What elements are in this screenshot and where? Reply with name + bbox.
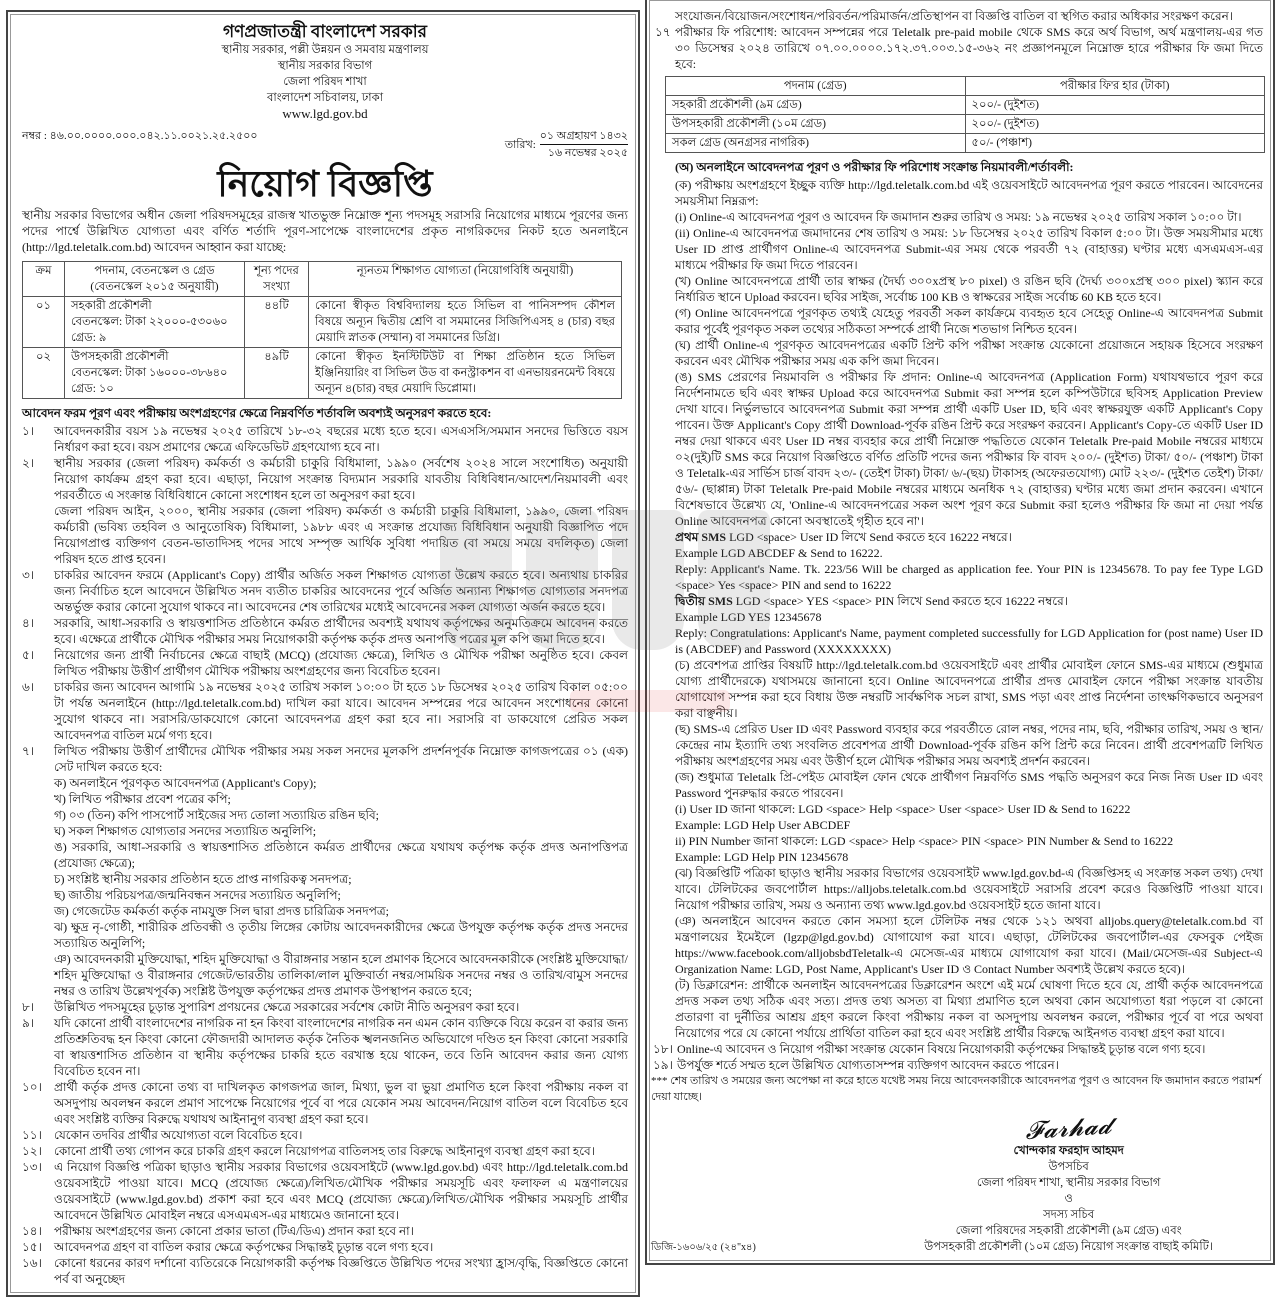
online-rules-heading: (অ) অনলাইনে আবেদনপত্র পূরণ ও পরীক্ষার ফি পরিশোধ সংক্রান্ত নিয়মাবলী/শর্তাবলী: xyxy=(675,160,1074,174)
item-body xyxy=(54,455,628,567)
signatory-and: ও xyxy=(1064,1193,1073,1205)
website-link[interactable]: www.lgd.gov.bd xyxy=(282,106,368,121)
item-number: ১৮। xyxy=(653,1042,673,1056)
rule-paragraph xyxy=(675,913,1263,977)
condition-item xyxy=(22,743,628,999)
job-post-cell xyxy=(65,348,245,399)
condition-item xyxy=(22,615,628,647)
condition-item xyxy=(653,1041,1263,1057)
rule-paragraph xyxy=(675,865,1263,913)
document-requirement: খ) লিখিত পরীক্ষার প্রবেশ পত্রের কপি; xyxy=(54,792,231,806)
item-body xyxy=(54,1079,628,1127)
job-scale: বেতনস্কেল: টাকা ১৬০০০-৩৮৬৪০ xyxy=(71,367,228,379)
item-text: এ নিয়োগ বিজ্ঞপ্তি পত্রিকা ছাড়াও স্থানীয় সরকার বিভাগের ওয়েবসাইটে (www.lgd.gov.bd) এবং http://lgd.teletalk.com.bd ওয়েবসাইটে পাওয়া যাবে। MCQ (প্রযোজ্য ক্ষেত্রে)/লিখিত/মৌখিক পরীক্ষার সময়সূচি এবং ফলাফল এ মন্ত্রণালয়ের ওয়েবসাইটে (www.lgd.gov.bd) প্রকাশ করা হবে এবং MCQ (প্রযোজ্য ক্ষেত্রে)/লিখিত/মৌখিক পরীক্ষার সময়সূচি প্রার্থীর আবেদনে উল্লিখিত মোবাইল নম্বরে এসএমএস-এর মাধ্যমেও জানানো হবে। xyxy=(54,1160,628,1222)
item-number: ১৬। xyxy=(22,1256,42,1270)
rule-paragraph xyxy=(675,721,1263,769)
conditions-heading: আবেদন ফরম পূরণ এবং পরীক্ষায় অংশগ্রহণের ক্ষেত্রে নিম্নবর্ণিত শর্তাবলি অবশ্যই অনুসরণ করতে হবে: xyxy=(22,406,492,420)
item-body xyxy=(54,647,628,679)
branch-name: জেলা পরিষদ শাখা xyxy=(283,76,367,88)
fee-amount: ২০০/- (দুইশত) xyxy=(965,96,1265,115)
job-row xyxy=(23,297,622,348)
item-text: পরীক্ষায় অংশগ্রহণের জন্য কোনো প্রকার ভাতা (টিএ/ডিএ) প্রদান করা হবে না। xyxy=(54,1224,414,1238)
item-number: ১১। xyxy=(22,1128,42,1142)
left-column xyxy=(6,10,640,1297)
job-grade: গ্রেড: ১০ xyxy=(71,383,114,395)
rule-paragraph xyxy=(675,209,1263,225)
job-post: সহকারী প্রকৌশলী xyxy=(71,300,152,312)
item-text: প্রার্থী কর্তৃক প্রদত্ত কোনো তথ্য বা দাখিলকৃত কাগজপত্র জাল, মিথ্যা, ভুল বা ভুয়া প্রমাণিত হলে কিংবা পরীক্ষায় নকল বা অসদুপায় অবলম্বন করলে প্রমাণ সাপেক্ষে নিয়োগের পূর্বে বা পরে যেকোন সময় আবেদন/নিয়োগ বাতিল বলে বিবেচিত হবে এবং সংশ্লিষ্ট ব্যক্তির বিরুদ্ধে যথাযথ আইনানুগ ব্যবস্থা গ্রহণ করা হবে। xyxy=(54,1080,628,1126)
item-body xyxy=(54,615,628,647)
document-requirement: ঝ) ক্ষুদ্র নৃ-গোষ্ঠী, শারীরিক প্রতিবন্ধী ও তৃতীয় লিঙ্গের কোটায় আবেদনকারীদের ক্ষেত্রে উপযুক্ত কর্তৃপক্ষ কর্তৃক প্রদত্ত সনদের সত্যায়িত অনুলিপি; xyxy=(54,920,628,950)
fee-amount: ২০০/- (দুইশত) xyxy=(965,115,1265,134)
rule-paragraph xyxy=(675,769,1263,801)
continuation-text: সংযোজন/বিয়োজন/সংশোধন/পরিবর্তন/পরিমার্জন/প্রতিস্থাপন বা বিজ্ঞপ্তি বাতিল বা স্থগিত করার অধিকার সংরক্ষণ করেন। xyxy=(675,9,1234,23)
jobs-table xyxy=(22,261,622,399)
fee-post: সকল গ্রেড (অনগ্রসর নাগরিক) xyxy=(666,134,966,153)
rule-paragraph xyxy=(675,817,1263,833)
item-body xyxy=(54,1015,628,1079)
date-gregorian: ১৬ নভেম্বর ২০২৫ xyxy=(547,147,628,159)
job-row xyxy=(23,348,622,399)
document-requirement: ছ) জাতীয় পরিচয়পত্র/জন্মনিবন্ধন সনদের সত্যায়িত অনুলিপি; xyxy=(54,888,341,902)
rule-text: ii) PIN Number জানা থাকলে: LGD <space> Help <space> PIN <space> PIN Number & Send to 16222 xyxy=(675,834,1174,848)
item-number: ১৭ xyxy=(655,25,671,39)
intro-text: স্থানীয় সরকার বিভাগের অধীন জেলা পরিষদসমূহের রাজস্ব খাতভুক্ত নিম্নোক্ত শূন্য পদসমূহ সরাসরি নিয়োগের মাধ্যমে পূরণের জন্য পদের পার্শ্বে উল্লিখিত যোগ্যতা এবং বর্ণিত শর্তাদি পূরণ-সাপেক্ষে বাংলাদেশের প্রকৃত নাগরিকদের নিকট হতে অনলাইনে (http://lgd.teletalk.com.bd) আবেদন আহ্বান করা যাচ্ছে: xyxy=(22,208,628,254)
rule-text: (ঘ) প্রার্থী Online-এ পূরণকৃত আবেদনপত্রের একটি প্রিন্ট কপি পরীক্ষা সংক্রান্ত যেকোনো প্রয়োজনে সহায়ক হিসেবে সংরক্ষণ করবেন এবং মৌখিক পরীক্ষার সময় এক কপি জমা দিবেন। xyxy=(675,338,1263,368)
item-number: ১৫। xyxy=(22,1240,42,1254)
condition-item xyxy=(22,679,628,743)
condition-item-17 xyxy=(655,24,1263,72)
sms-step-label: প্রথম SMS xyxy=(675,530,727,544)
item-number: ১৩। xyxy=(22,1160,42,1174)
item-body xyxy=(54,1143,628,1159)
fee-row xyxy=(666,96,1265,115)
advertisement-code: ডিজি-১৬০৬/২৫ (২৪"x৪) xyxy=(651,1242,756,1253)
condition-item xyxy=(22,1015,628,1079)
item-text: উপর্যুক্ত শর্তে সম্মত হলে উল্লিখিত যোগ্যতাসম্পন্ন ব্যক্তিগণ আবেদন করতে পারেন। xyxy=(677,1058,1059,1072)
item-number: ৭। xyxy=(22,744,35,758)
rule-paragraph xyxy=(675,369,1263,529)
item-number: ৩। xyxy=(22,568,35,582)
rule-text: Example LGD ABCDEF & Send to 16222. xyxy=(675,546,883,560)
rule-paragraph xyxy=(675,305,1263,337)
date-block xyxy=(505,128,628,161)
rule-paragraph xyxy=(675,561,1263,593)
fee-row xyxy=(666,134,1265,153)
item-number: ৪। xyxy=(22,616,35,630)
item-text: উল্লিখিত পদসমূহের চূড়ান্ত সুপারিশ প্রণয়নের ক্ষেত্রে সরকারের সর্বশেষ কোটা নীতি অনুসরণ করা হবে। xyxy=(54,1000,520,1014)
job-scale: বেতনস্কেল: টাকা ২২০০০-৫৩০৬০ xyxy=(71,316,228,328)
item-number: ১। xyxy=(22,424,35,438)
col-count: শূন্য পদের সংখ্যা xyxy=(245,262,309,297)
rule-text: (জ) শুধুমাত্র Teletalk প্রি-পেইড মোবাইল ফোন থেকে প্রার্থীগণ নিম্নবর্ণিত SMS পদ্ধতি অনুসরণ করে নিজ নিজ User ID এবং Password পুনরুদ্ধার করতে পারবেন। xyxy=(675,770,1263,800)
item-text: কোনো প্রার্থী তথ্য গোপন করে চাকরি গ্রহণ করলে নিয়োগপত্র বাতিলসহ তার বিরুদ্ধে আইনানুগ ব্যবস্থা গ্রহণ করা হবে। xyxy=(54,1144,596,1158)
date-label: তারিখ: xyxy=(504,138,536,151)
rule-text: Example LGD YES 12345678 xyxy=(675,610,822,624)
document-requirement: ঘ) সকল শিক্ষাগত যোগ্যতার সনদের সত্যায়িত অনুলিপি; xyxy=(54,824,317,838)
job-vacancy-count: ৪৪টি xyxy=(245,297,309,348)
condition-item xyxy=(22,423,628,455)
item-number: ৬। xyxy=(22,680,35,694)
document-requirement: চ) সংশ্লিষ্ট স্থানীয় সরকার প্রতিষ্ঠান হতে প্রাপ্ত নাগরিকত্ব সনদপত্র; xyxy=(54,872,352,886)
rule-paragraph xyxy=(675,337,1263,369)
rule-paragraph xyxy=(675,833,1263,849)
document-requirement: গ) ০৩ (তিন) কপি পাসপোর্ট সাইজের সদ্য তোলা সত্যায়িত রঙিন ছবি; xyxy=(54,808,379,822)
rule-text: (ঝ) বিজ্ঞপ্তিটি পত্রিকা ছাড়াও স্থানীয় সরকার বিভাগের ওয়েবসাইট www.lgd.gov.bd-এ (বিজ্ঞপ্তিসহ এ সংক্রান্ত সকল তথ্য) দেখা যাবে। টেলিটকের জবপোর্টাল https://alljobs.teletalk.com.bd ওয়েবসাইটে সরাসরি প্রবেশ করেও বিজ্ঞপ্তিটি পাওয়া যাবে। নিয়োগ পরীক্ষার তারিখ, সময় ও অন্যান্য তথ্য www.lgd.gov.bd ওয়েবসাইট হতে জানা যাবে। xyxy=(675,866,1263,912)
item-body xyxy=(54,1159,628,1223)
item-body xyxy=(54,1255,628,1287)
final-items xyxy=(653,1041,1263,1073)
rule-text: Example: LGD Help User ABCDEF xyxy=(675,818,851,832)
condition-item xyxy=(22,1143,628,1159)
item-text: আবেদনপত্র গ্রহণ বা বাতিল করার ক্ষেত্রে কর্তৃপক্ষের সিদ্ধান্তই চূড়ান্ত বলে গণ্য হবে। xyxy=(54,1240,434,1254)
memo-number: নম্বর : ৪৬.০০.০০০০.০০০.০৪২.১১.০০২১.২৫.২৫০০ xyxy=(22,130,258,142)
item-number: ১৪। xyxy=(22,1224,42,1238)
job-serial: ০২ xyxy=(23,348,65,399)
rule-text: Reply: Congratulations: Applicant's Name, payment completed successfully for LGD Application for (post name) User ID is (ABCDEF) and Password (XXXXXXXX) xyxy=(675,626,1263,656)
rule-paragraph xyxy=(675,657,1263,721)
rule-paragraph xyxy=(675,177,1263,209)
item-text: সরকারি, আধা-সরকারি ও স্বায়ত্তশাসিত প্রতিষ্ঠানে কর্মরত প্রার্থীদের অবশ্যই যথাযথ কর্তৃপক্ষের অনুমতিক্রমে আবেদন করতে হবে। এক্ষেত্রে প্রার্থীকে মৌখিক পরীক্ষার সময় নিয়োগকারী কর্তৃপক্ষ কর্তৃক প্রদত্ত অনাপত্তি পত্রের মূল কপি জমা দিতে হবে। xyxy=(54,616,628,646)
item-text: পরীক্ষার ফি পরিশোধ: আবেদন সম্পন্নের পরে Teletalk pre-paid mobile থেকে SMS করে অর্থ বিভাগ, অর্থ মন্ত্রণালয়-এর গত ৩০ ডিসেম্বর ২০২৪ তারিখে ০৭.০০.০০০০.১৭২.৩৭.০০৩.১৫-৩৬২ নং প্রজ্ঞাপনমূলে নিম্নোক্ত হারে পরীক্ষার ফি জমা দিতে হবে: xyxy=(675,25,1263,71)
job-grade: গ্রেড: ৯ xyxy=(71,332,107,344)
rule-text: (ঞ) অনলাইনে আবেদন করতে কোন সমস্যা হলে টেলিটক নম্বর থেকে ১২১ অথবা alljobs.query@teletalk.com.bd বা মন্ত্রণালয়ের ইমেইলে (lgzp@lgd.gov.bd) যোগাযোগ করা যাবে। এছাড়া, টেলিটকের জবপোর্টাল-এর ফেসবুক পেইজ https://www.facebook.com/alljobsbdTeletalk-এ মেসেজ-এর মাধ্যমে যোগাযোগ করা যাবে। (Mail/মেসেজ-এর Subject-এ Organization Name: LGD, Post Name, Applicant's User ID ও Contact Number অবশ্যই উল্লেখ করতে হবে)। xyxy=(675,914,1263,976)
col-fee: পরীক্ষার ফি'র হার (টাকা) xyxy=(965,77,1265,96)
item-text: চাকরির আবেদন ফরমে (Applicant's Copy) প্রার্থীর অর্জিত সকল শিক্ষাগত যোগ্যতা উল্লেখ করতে হবে। অন্যথায় চাকরির জন্য নির্বাচিত হলে আবেদনে উল্লিখিত সনদ ব্যতীত চাকরির আবেদনের পূর্বে অর্জিত অন্যান্য শিক্ষাগত যোগ্যতার সনদপত্র অন্তর্ভুক্ত করার কোনো সুযোগ থাকবে না। আবেদনের শেষ তারিখের মধ্যেই আবেদনের সকল যোগ্যতা অর্জন করতে হবে। xyxy=(54,568,628,614)
job-post: উপসহকারী প্রকৌশলী xyxy=(71,351,169,363)
office-address: বাংলাদেশ সচিবালয়, ঢাকা xyxy=(266,92,384,104)
condition-item xyxy=(22,1255,628,1287)
rule-paragraph xyxy=(675,225,1263,273)
item-body xyxy=(54,1223,628,1239)
condition-item xyxy=(22,1079,628,1127)
condition-item xyxy=(22,1127,628,1143)
item-body xyxy=(54,679,628,743)
rule-text: (i) User ID জানা থাকলে: LGD <space> Help <space> User <space> User ID & Send to 16222 xyxy=(675,802,1131,816)
rule-text: LGD <space> User ID লিখে Send করতে হবে 16222 নম্বরে। xyxy=(726,530,1012,544)
item-extra-text: জেলা পরিষদ আইন, ২০০০, স্থানীয় সরকার (জেলা পরিষদ) কর্মকর্তা ও কর্মচারী চাকুরি বিধিমালা, ১৯৯০, জেলা পরিষদ কর্মচারী (ভবিষ্য তহবিল ও আনুতোষিক) বিধিমালা, ১৯৮৮ এবং এ সংক্রান্ত প্রযোজ্য বিধিবিধান অনুযায়ী বিজ্ঞাপিত পদে নিয়োগপ্রাপ্ত ব্যক্তিগণ বেতন-ভাতাদিসহ পদের সাথে সম্পৃক্ত আর্থিক সুবিধা পদায়িত (বা সময়ে সময়ে বদলিকৃত) জেলা পরিষদ হতে প্রাপ্ত হবেন। xyxy=(54,504,628,566)
fee-row xyxy=(666,115,1265,134)
condition-item xyxy=(653,1057,1263,1073)
rule-text: (ii) Online-এ আবেদনপত্র জমাদানের শেষ তারিখ ও সময়: ১৮ ডিসেম্বর ২০২৫ তারিখ বিকাল ৫:০০ টা। উক্ত সময়সীমার মধ্যে User ID প্রাপ্ত প্রার্থীগণ Online-এ আবেদনপত্র Submit-এর সময় থেকে পরবর্তী ৭২ (বাহাত্তর) ঘণ্টার মধ্যে এসএমএস-এর মাধ্যমে পরীক্ষার ফি জমা দিতে পারবেন। xyxy=(675,226,1263,272)
col-post: পদনাম, বেতনস্কেল ও গ্রেড (বেতনস্কেল ২০১৫ অনুযায়ী) xyxy=(65,262,245,297)
rule-text: LGD <space> YES <space> PIN লিখে Send করতে হবে 16222 নম্বরে। xyxy=(732,594,1068,608)
job-post-cell xyxy=(65,297,245,348)
item-body xyxy=(54,1239,628,1255)
rule-text: (ঙ) SMS প্রেরণের নিয়মাবলি ও পরীক্ষার ফি প্রদান: Online-এ আবেদনপত্র (Application Form) যথাযথভাবে পূরণ করে নির্দেশনামতে ছবি এবং স্বাক্ষর Upload করে আবেদনপত্র Submit করা সম্পন্ন হলে কম্পিউটারে ছবিসহ Application Preview দেখা যাবে। নির্ভুলভাবে আবেদনপত্র Submit করা সম্পন্ন প্রার্থী একটি User ID, ছবি এবং স্বাক্ষরযুক্ত একটি Applicant's Copy পাবেন। উক্ত Applicant's Copy প্রার্থী Download-পূর্বক রঙিন প্রিন্ট করে সংরক্ষণ করবেন। Applicant's Copy-তে একটি User ID নম্বর দেয়া থাকবে এবং User ID নম্বর ব্যবহার করে প্রার্থী নিম্নোক্ত পদ্ধতিতে যেকোন Teletalk Pre-paid Mobile নম্বরের মাধ্যমে ০২(দুই)টি SMS করে নিয়োগ বিজ্ঞপ্তিতে বর্ণিত প্রতিটি পদের জন্য পরীক্ষার ফি বাবদ ২০০/- (দুইশত) টাকা/ ৫০/- (পঞ্চাশ) টাকা ও Teletalk-এর সার্ভিস চার্জ বাবদ ২৩/- (তেইশ টাকা) টাকা/ ৬/-(ছয়) টাকাসহ (অফেরতযোগ্য) মোট ২২৩/- (দুইশত তেইশ) টাকা/ ৫৬/- (ছাপ্পান্ন) টাকা Teletalk Pre-paid Mobile নম্বরের মাধ্যমে অনধিক ৭২ (বাহাত্তর) ঘণ্টার মধ্যে জমা প্রদান করবেন। এখানে বিশেষভাবে উল্লেখ্য যে, 'Online-এ আবেদনপত্রের সকল অংশ পূরণ করে Submit করা হলেও পরীক্ষার ফি জমা না দেয়া পর্যন্ত Online আবেদনপত্র কোনো অবস্থাতেই গৃহীত হবে না'। xyxy=(675,370,1263,528)
col-qualification: ন্যূনতম শিক্ষাগত যোগ্যতা (নিয়োগবিধি অনুযায়ী) xyxy=(309,262,622,297)
job-vacancy-count: ৪৯টি xyxy=(245,348,309,399)
fee-amount: ৫০/- (পঞ্চাশ) xyxy=(965,134,1265,153)
item-body xyxy=(54,1127,628,1143)
memo-row xyxy=(22,128,628,161)
item-number: ২। xyxy=(22,456,35,470)
rule-text: (i) Online-এ আবেদনপত্র পূরণ ও আবেদন ফি জমাদান শুরুর তারিখ ও সময়: ১৯ নভেম্বর ২০২৫ তারিখ সকাল ১০:০০ টা। xyxy=(675,210,1242,224)
rule-text: (চ) প্রবেশপত্র প্রাপ্তির বিষয়টি http://lgd.teletalk.com.bd ওয়েবসাইটে এবং প্রার্থীর মোবাইল ফোনে SMS-এর মাধ্যমে (শুধুমাত্র যোগ্য প্রার্থীদেরকে) যথাসময়ে জানানো হবে। Online আবেদনপত্রে প্রার্থীর প্রদত্ত মোবাইল ফোনে পরীক্ষা সংক্রান্ত যাবতীয় যোগাযোগ সম্পন্ন করা হবে বিধায় উক্ত নম্বরটি সার্বক্ষণিক সচল রাখা, SMS পড়া এবং প্রাপ্ত নির্দেশনা তাৎক্ষণিকভাবে অনুসরণ করা বাঞ্ছনীয়। xyxy=(675,658,1263,720)
rule-text: (ক) পরীক্ষায় অংশগ্রহণে ইচ্ছুক ব্যক্তি http://lgd.teletalk.com.bd এই ওয়েবসাইটে আবেদনপত্র পূরণ করতে পারবেন। আবেদনের সময়সীমা নিম্নরূপ: xyxy=(675,178,1263,208)
rule-paragraph xyxy=(675,625,1263,657)
rule-text: (গ) Online আবেদনপত্রে পূরণকৃত তথ্যই যেহেতু পরবর্তী সকল কার্যক্রমে ব্যবহৃত হবে সেহেতু Online-এ আবেদনপত্র Submit করার পূর্বেই পূরণকৃত সকল তথ্যের সঠিকতা সম্পর্কে প্রার্থী নিজে শতভাগ নিশ্চিত হবেন। xyxy=(675,306,1263,336)
condition-item xyxy=(22,455,628,567)
item-number: ৯। xyxy=(22,1016,35,1030)
document-requirement: জ) গেজেটেড কর্মকর্তা কর্তৃক নামযুক্ত সিল দ্বারা প্রদত্ত চারিত্রিক সনদপত্র; xyxy=(54,904,389,918)
government-title: গণপ্রজাতন্ত্রী বাংলাদেশ সরকার xyxy=(222,22,428,41)
item-body xyxy=(54,423,628,455)
job-qualification: কোনো স্বীকৃত বিশ্ববিদ্যালয় হতে সিভিল বা পানিসম্পদ কৌশল বিষয়ে অন্যূন দ্বিতীয় শ্রেণি বা সমমানের সিজিপিএসহ ৪ (চার) বছর মেয়াদি স্নাতক (সম্মান) বা সমমানের ডিগ্রি। xyxy=(309,297,622,348)
item-text: যেকোন তদবির প্রার্থীর অযোগ্যতা বলে বিবেচিত হবে। xyxy=(54,1128,303,1142)
sms-step-label: দ্বিতীয় SMS xyxy=(675,594,733,608)
condition-item xyxy=(22,1223,628,1239)
handwritten-signature: 𝓕𝓪𝓻𝓱𝓪𝓭 xyxy=(1024,1111,1113,1145)
item-text: স্থানীয় সরকার (জেলা পরিষদ) কর্মকর্তা ও কর্মচারী চাকুরি বিধিমালা, ১৯৯০ (সর্বশেষ ২০২৪ সালে সংশোধিত) অনুযায়ী নিয়োগ কার্যক্রম গ্রহণ করা হবে। এছাড়া, নিয়োগ সংক্রান্ত বিদ্যমান সরকারি যাবতীয় বিধিবিধান/আদেশ/নিয়মাবলী এবং পরবর্তীতে এ সংক্রান্ত বিধিবিধানে কোনো সংশোধন হলে তা অনুসরণ করা হবে। xyxy=(54,456,628,502)
item-text: আবেদনকারীর বয়স ১৯ নভেম্বর ২০২৫ তারিখে ১৮-৩২ বছরের মধ্যে হতে হবে। এসএসসি/সমমান সনদের ভিত্তিতে বয়স নির্ধারণ করা হবে। বয়স প্রমাণের ক্ষেত্রে এফিডেভিট গ্রহণযোগ্য হবে না। xyxy=(54,424,628,454)
signatory-designation: উপসচিব xyxy=(1048,1161,1089,1173)
condition-item xyxy=(22,1159,628,1223)
ministry-name: স্থানীয় সরকার, পল্লী উন্নয়ন ও সমবায় মন্ত্রণালয় xyxy=(221,44,429,56)
item-text: লিখিত পরীক্ষায় উত্তীর্ণ প্রার্থীদের মৌখিক পরীক্ষার সময় সকল সনদের মূলকপি প্রদর্শনপূর্বক নিম্নোক্ত কাগজপত্রের ০১ (এক) সেট দাখিল করতে হবে: xyxy=(54,744,628,774)
online-rules-list xyxy=(675,177,1263,1041)
document-requirement: ঞ) আবেদনকারী মুক্তিযোদ্ধা, শহিদ মুক্তিযোদ্ধা ও বীরাঙ্গনার সন্তান হলে প্রমাণক হিসেবে আবেদনকারীকে (সংশ্লিষ্ট মুক্তিযোদ্ধা/শহিদ মুক্তিযোদ্ধা ও বীরাঙ্গনার গেজেট/ভারতীয় তালিকা/লাল মুক্তিবার্তা নম্বর/সাময়িক সনদের নম্বর ও তারিখ/বামুস সনদের নম্বর ও তারিখ উল্লেখপূর্বক) সংশ্লিষ্ট উপযুক্ত কর্তৃপক্ষের প্রদত্ত প্রমাণক উপস্থাপন করতে হবে; xyxy=(54,952,628,998)
condition-item xyxy=(22,1239,628,1255)
item-number: ৫। xyxy=(22,648,35,662)
date-bangla: ০১ অগ্রহায়ণ ১৪৩২ xyxy=(540,128,628,145)
item-text: নিয়োগের জন্য প্রার্থী নির্বাচনের ক্ষেত্রে বাছাই (MCQ) (প্রযোজ্য ক্ষেত্রে), লিখিত ও মৌখিক পরীক্ষা অনুষ্ঠিত হবে। কেবল লিখিত পরীক্ষায় উত্তীর্ণ প্রার্থীগণ মৌখিক পরীক্ষায় অংশগ্রহণের জন্য বিবেচিত হবেন। xyxy=(54,648,628,678)
item-text: চাকরির জন্য আবেদন আগামি ১৯ নভেম্বর ২০২৫ তারিখ সকাল ১০:০০ টা হতে ১৮ ডিসেম্বর ২০২৫ তারিখ বিকাল ০৫:০০ টা পর্যন্ত অনলাইনে (http://lgd.teletalk.com.bd) দাখিল করা যাবে। আবেদন সম্পন্নের পরে আবেদন সংশোধনের কোনো সুযোগ থাকবে না। সরাসরি/ডাকযোগে কোনো আবেদনপত্র গ্রহণ করা হবে না। সরাসরি বা ডাকযোগে প্রেরিত সকল আবেদনপত্র বাতিল মর্মে গণ্য হবে। xyxy=(54,680,628,742)
condition-item xyxy=(22,567,628,615)
col-sl: ক্রম xyxy=(23,262,65,297)
col-post-grade: পদনাম (গ্রেড) xyxy=(666,77,966,96)
committee-line-2: উপসহকারী প্রকৌশলী (১০ম গ্রেড) নিয়োগ সংক্রান্ত বাছাই কমিটি। xyxy=(924,1241,1213,1253)
signatory-name: খোন্দকার ফরহাদ আহমদ xyxy=(1013,1145,1124,1157)
item-body xyxy=(54,999,628,1015)
rule-text: Example: LGD Help PIN 12345678 xyxy=(675,850,849,864)
rule-text: (ছ) SMS-এ প্রেরিত User ID এবং Password ব্যবহার করে পরবর্তীতে রোল নম্বর, পদের নাম, ছবি, পরীক্ষার তারিখ, সময় ও স্থান/কেন্দ্রের নাম ইত্যাদি তথ্য সংবলিত প্রবেশপত্র প্রার্থী Download-পূর্বক রঙিন কপি প্রিন্ট করে নিবেন। প্রার্থী প্রবেশপত্রটি লিখিত পরীক্ষায় অংশগ্রহণের সময় এবং উত্তীর্ণ হলে মৌখিক পরীক্ষার সময় অবশ্যই প্রদর্শন করবেন। xyxy=(675,722,1263,768)
signatory-office: জেলা পরিষদ শাখা, স্থানীয় সরকার বিভাগ xyxy=(976,1177,1161,1189)
item-text: যদি কোনো প্রার্থী বাংলাদেশের নাগরিক না হন কিংবা বাংলাদেশের নাগরিক নন এমন কোন ব্যক্তিকে বিয়ে করেন বা করার জন্য প্রতিশ্রুতিবদ্ধ হন কিংবা কোনো ফৌজদারী আদালত কর্তৃক নৈতিক স্খলনজনিত অভিযোগে দণ্ডিত হন কিংবা কোনো সরকারি বা স্বায়ত্তশাসিত প্রতিষ্ঠান বা স্থানীয় কর্তৃপক্ষের চাকরি হতে বরখাস্ত হয়ে থাকেন, তবে তিনি আবেদন করার জন্য যোগ্য বিবেচিত হবেন না। xyxy=(54,1016,628,1078)
rule-text: (খ) Online আবেদনপত্রে প্রার্থী তার স্বাক্ষর (দৈর্ঘ্য ৩০০xপ্রস্থ ৮০ pixel) ও রঙিন ছবি (দৈর্ঘ্য ৩০০xপ্রস্থ ৩০০ pixel) স্ক্যান করে নির্ধারিত স্থানে Upload করবেন। ছবির সাইজ, সর্বোচ্চ 100 KB ও স্বাক্ষরের সাইজ সর্বোচ্চ 60 KB হতে হবে। xyxy=(675,274,1263,304)
notice-title: নিয়োগ বিজ্ঞপ্তি xyxy=(217,164,433,204)
right-column xyxy=(645,0,1275,1265)
rule-paragraph xyxy=(675,609,1263,625)
rule-paragraph xyxy=(675,849,1263,865)
rule-text: Reply: Applicant's Name. Tk. 223/56 Will be charged as application fee. Your PIN is 12345678. To pay fee Type LGD <space> Yes <space> PIN and send to 16222 xyxy=(675,562,1263,592)
jobs-table-header xyxy=(23,262,622,297)
item-number: ১৯। xyxy=(653,1058,673,1072)
committee-line-1: জেলা পরিষদের সহকারী প্রকৌশলী (৯ম গ্রেড) এবং xyxy=(955,1225,1182,1237)
document-requirement: ক) অনলাইনে পূরণকৃত আবেদনপত্র (Applicant's Copy); xyxy=(54,776,317,790)
condition-item xyxy=(22,999,628,1015)
item-text: Online-এ আবেদন ও নিয়োগ পরীক্ষা সংক্রান্ত যেকোন বিষয়ে নিয়োগকারী কর্তৃপক্ষের সিদ্ধান্তই চূড়ান্ত বলে গণ্য হবে। xyxy=(677,1042,1206,1056)
item-number: ৮। xyxy=(22,1000,35,1014)
signature-block xyxy=(924,1113,1213,1255)
rule-text: (ট) ডিক্লারেশন: প্রার্থীকে অনলাইন আবেদনপত্রের ডিক্লারেশন অংশে এই মর্মে ঘোষণা দিতে হবে যে, প্রার্থী কর্তৃক আবেদনপত্রে প্রদত্ত সকল তথ্য সঠিক এবং সত্য। প্রদত্ত তথ্য অসত্য বা মিথ্যা প্রমাণিত হলে অথবা কোন অযোগ্যতা ধরা পড়লে বা কোনো প্রতারণা বা দুর্নীতির আশ্রয় গ্রহণ করলে কিংবা পরীক্ষায় নকল বা অসদুপায় অবলম্বন করলে, পরীক্ষার পূর্বে বা পরে অথবা নিয়োগের পরে যে কোনো পর্যায়ে প্রার্থিতা বাতিল করা হবে এবং সংশ্লিষ্ট প্রার্থীর বিরুদ্ধে আইনগত ব্যবস্থা গ্রহণ করা যাবে। xyxy=(675,978,1263,1040)
division-name: স্থানীয় সরকার বিভাগ xyxy=(277,60,373,72)
fee-table-header xyxy=(666,77,1265,96)
rule-paragraph xyxy=(675,545,1263,561)
advisory-note: *** শেষ তারিখ ও সময়ের জন্য অপেক্ষা না করে হাতে যথেষ্ট সময় নিয়ে আবেদনকারীকে আবেদনপত্র পূরণ ও আবেদন ফি জমাদান করতে পরামর্শ দেয়া যাচ্ছে। xyxy=(651,1075,1261,1103)
signatory-role: সদস্য সচিব xyxy=(1043,1209,1095,1221)
item-body xyxy=(54,743,628,999)
job-serial: ০১ xyxy=(23,297,65,348)
document-requirement: ঙ) সরকারি, আধা-সরকারি ও স্বায়ত্তশাসিত প্রতিষ্ঠানে কর্মরত প্রার্থীদের ক্ষেত্রে যথাযথ কর্তৃপক্ষ কর্তৃক প্রদত্ত অনাপত্তিপত্র (প্রযোজ্য ক্ষেত্রে); xyxy=(54,840,628,870)
rule-paragraph xyxy=(675,593,1263,609)
item-number: ১২। xyxy=(22,1144,42,1158)
job-qualification: কোনো স্বীকৃত ইনস্টিটিউট বা শিক্ষা প্রতিষ্ঠান হতে সিভিল ইঞ্জিনিয়ারিং বা সিভিল উড বা কনস্ট্রাকশন বা এনভায়রনমেন্ট বিষয়ে অন্যূন ৪(চার) বছর মেয়াদি ডিপ্লোমা। xyxy=(309,348,622,399)
item-number: ১০। xyxy=(22,1080,42,1094)
rule-paragraph xyxy=(675,273,1263,305)
fee-post: উপসহকারী প্রকৌশলী (১০ম গ্রেড) xyxy=(666,115,966,134)
fee-table xyxy=(665,76,1265,153)
item-body xyxy=(54,567,628,615)
fee-post: সহকারী প্রকৌশলী (৯ম গ্রেড) xyxy=(666,96,966,115)
rule-paragraph xyxy=(675,801,1263,817)
conditions-list xyxy=(22,423,628,1287)
rule-paragraph xyxy=(675,977,1263,1041)
rule-paragraph xyxy=(675,529,1263,545)
condition-item xyxy=(22,647,628,679)
signature-area xyxy=(651,1113,1263,1255)
item-text: কোনো ধরনের কারণ দর্শানো ব্যতিরেকে নিয়োগকারী কর্তৃপক্ষ বিজ্ঞপ্তিতে উল্লিখিত পদের সংখ্যা হ্রাস/বৃদ্ধি, বিজ্ঞপ্তিতে কোনো পর্ব বা অনুচ্ছেদ xyxy=(54,1256,628,1286)
